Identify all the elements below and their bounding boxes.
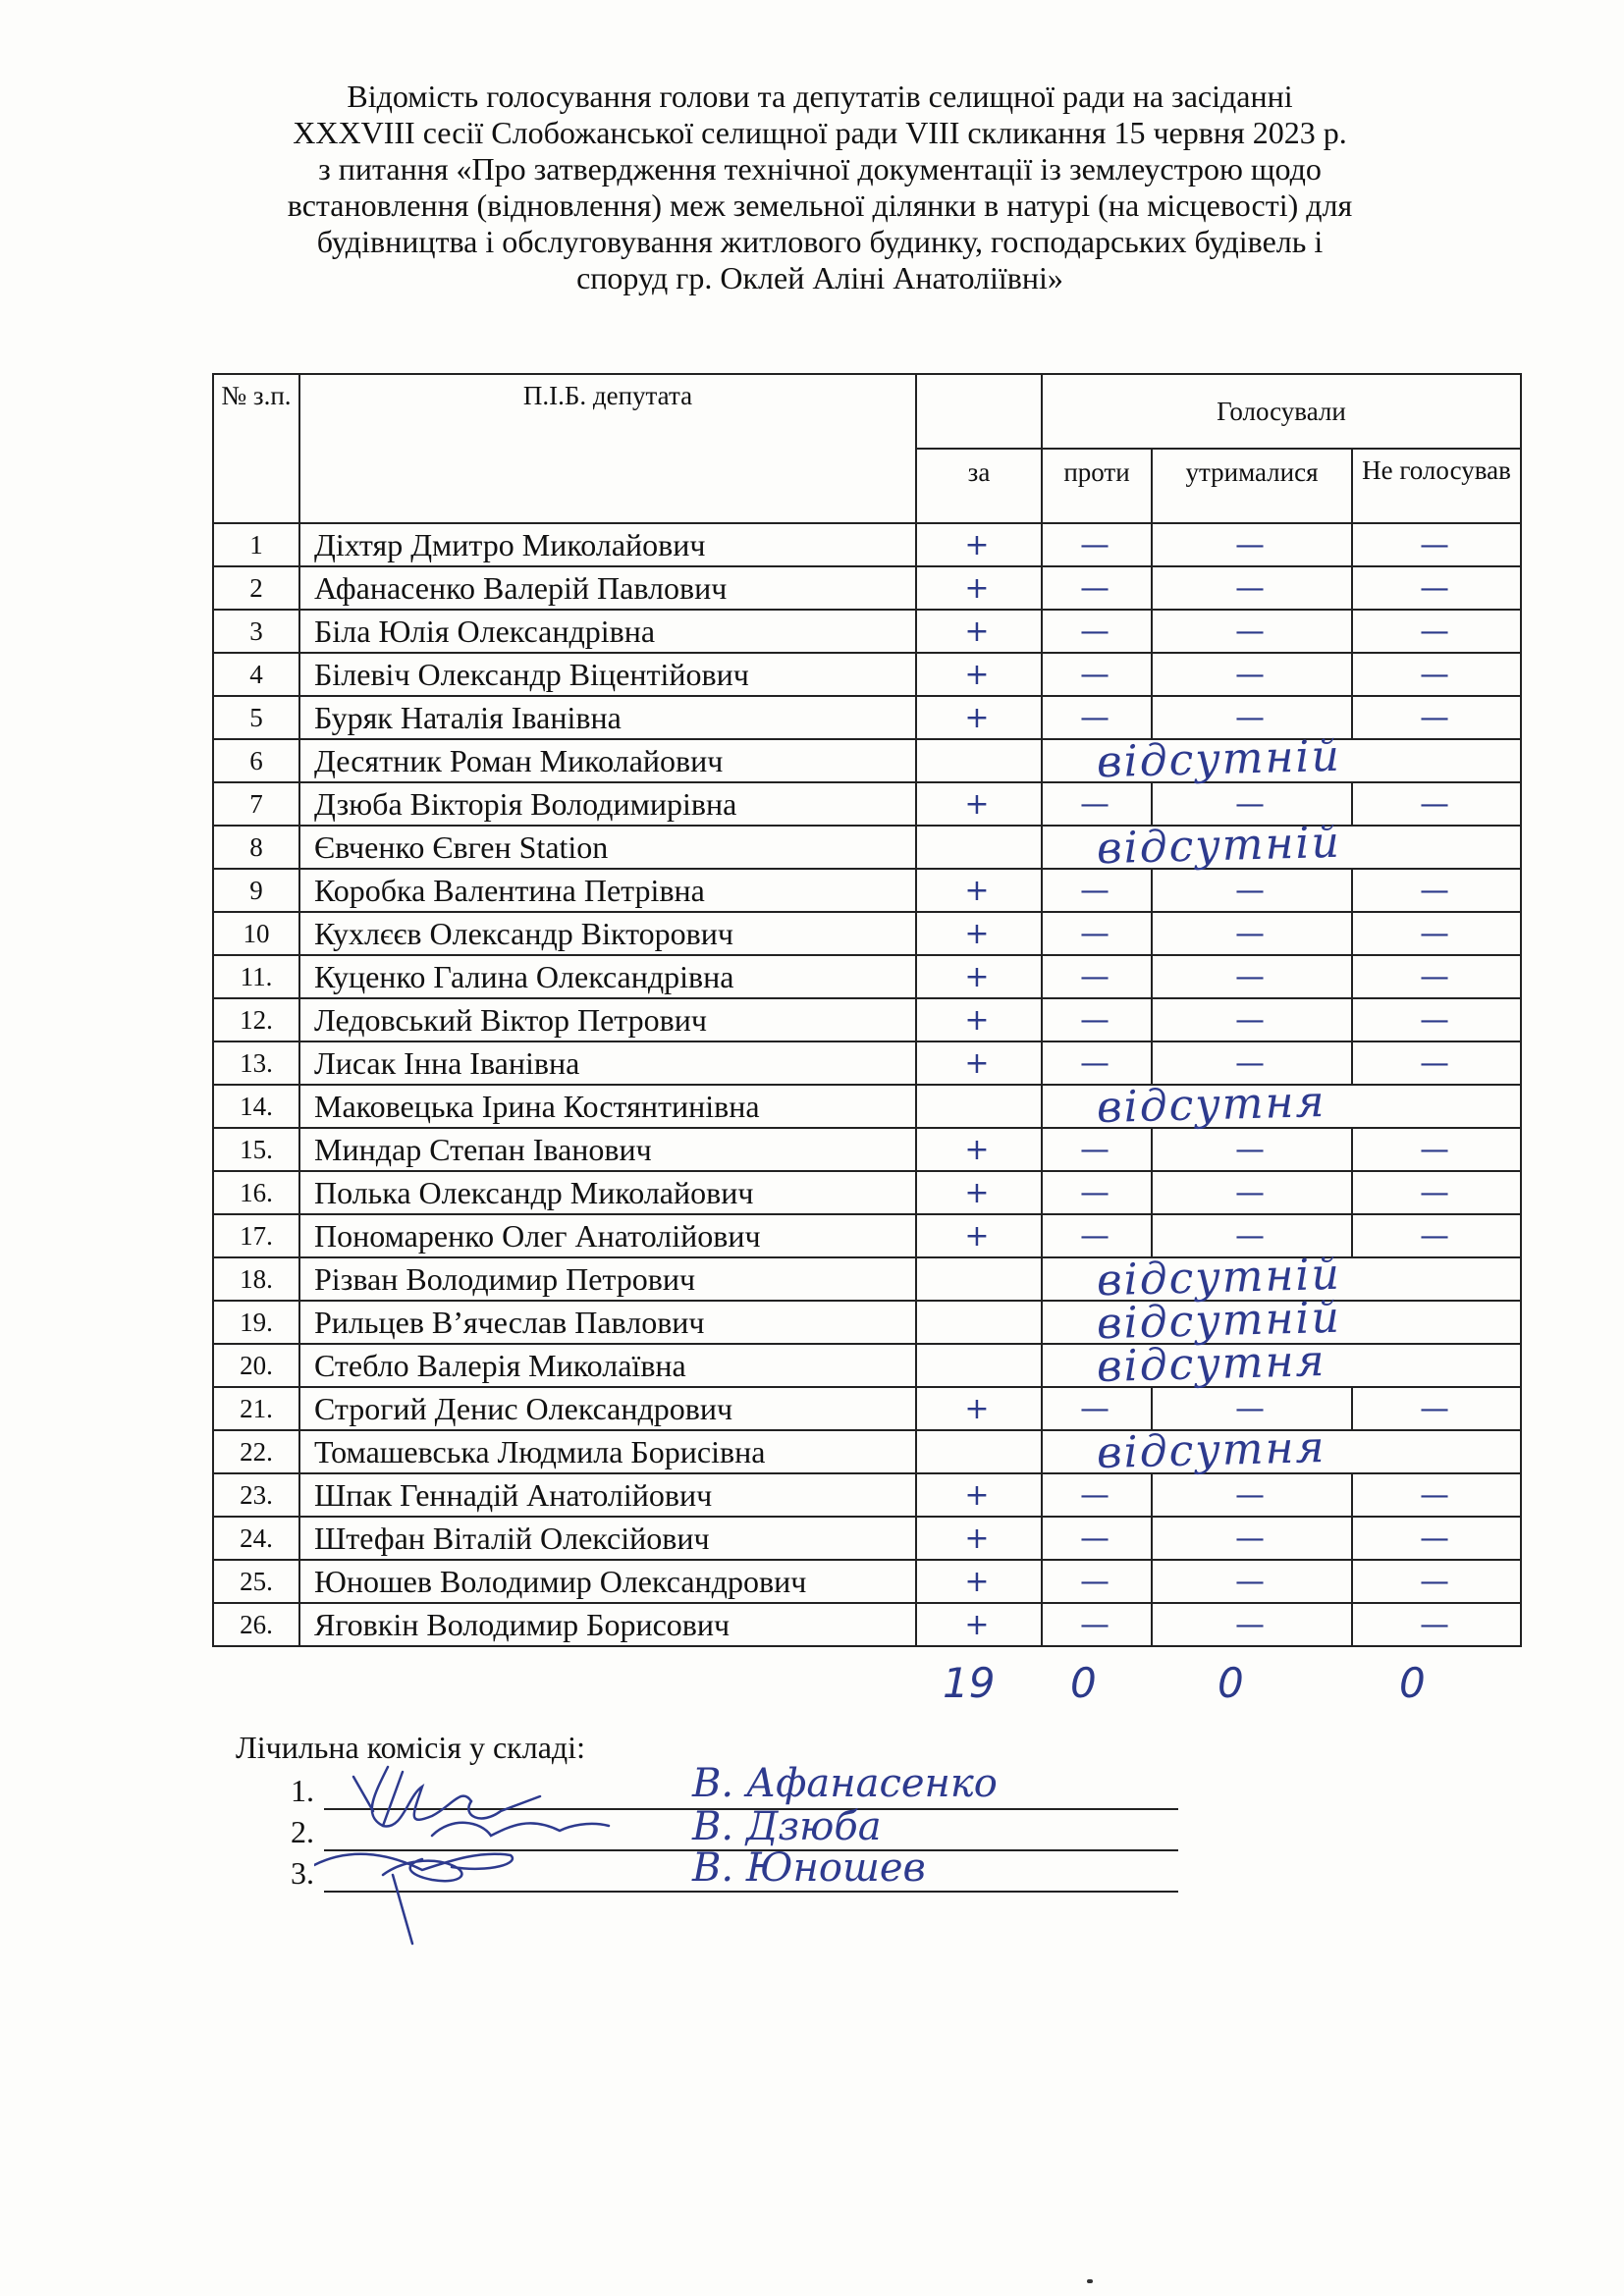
- header-blank: [916, 374, 1042, 449]
- header-no: № з.п.: [213, 374, 299, 523]
- deputy-name: Стебло Валерія Миколаївна: [299, 1344, 916, 1387]
- vote-for: +: [916, 1560, 1042, 1603]
- deputy-name: Штефан Віталій Олексійович: [299, 1517, 916, 1560]
- vote-not-voted: —: [1352, 912, 1521, 955]
- vote-against: —: [1042, 653, 1152, 696]
- vote-against: —: [1042, 782, 1152, 826]
- vote-for: +: [916, 1603, 1042, 1646]
- header-row: [213, 374, 1521, 449]
- header-voted: Голосували: [1042, 374, 1521, 449]
- table-row: [213, 1344, 1521, 1387]
- header-against: проти: [1042, 449, 1152, 523]
- table-row: [213, 1603, 1521, 1646]
- total-not-voted: 0: [1399, 1659, 1426, 1707]
- deputy-name: Юношев Володимир Олександрович: [299, 1560, 916, 1603]
- absent-handwritten: відсутня: [1096, 1335, 1327, 1393]
- absent-mark: [1042, 1335, 1521, 1393]
- vote-abstained: —: [1152, 523, 1352, 566]
- vote-against: —: [1042, 1041, 1152, 1085]
- table-row: [213, 912, 1521, 955]
- vote-against: —: [1042, 1171, 1152, 1214]
- vote-not-voted: —: [1352, 869, 1521, 912]
- vote-for: +: [916, 566, 1042, 610]
- vote-not-voted: —: [1352, 955, 1521, 998]
- table-row: [213, 1430, 1521, 1473]
- vote-abstained: —: [1152, 1560, 1352, 1603]
- vote-not-voted: —: [1352, 998, 1521, 1041]
- vote-abstained: —: [1152, 1387, 1352, 1430]
- vote-for: +: [916, 1387, 1042, 1430]
- deputy-name: Пономаренко Олег Анатолійович: [299, 1214, 916, 1257]
- vote-for: +: [916, 998, 1042, 1041]
- table-row: [213, 1128, 1521, 1171]
- vote-against: —: [1042, 696, 1152, 739]
- vote-against: —: [1042, 1603, 1152, 1646]
- row-number: 5: [213, 696, 299, 739]
- row-number: 12.: [213, 998, 299, 1041]
- deputy-name: Полька Олександр Миколайович: [299, 1171, 916, 1214]
- deputy-name: Десятник Роман Миколайович: [299, 739, 916, 782]
- vote-not-voted: —: [1352, 1560, 1521, 1603]
- vote-abstained: —: [1152, 1171, 1352, 1214]
- title-line: встановлення (відновлення) меж земельної ділянки в натурі (на місцевості) для: [287, 187, 1353, 223]
- vote-not-voted: —: [1352, 523, 1521, 566]
- vote-for: +: [916, 912, 1042, 955]
- vote-against: —: [1042, 523, 1152, 566]
- vote-not-voted: —: [1352, 1214, 1521, 1257]
- vote-not-voted: —: [1352, 610, 1521, 653]
- vote-abstained: —: [1152, 1517, 1352, 1560]
- table-row: [213, 1517, 1521, 1560]
- vote-for: +: [916, 653, 1042, 696]
- commission-member-no: 1.: [291, 1773, 314, 1808]
- vote-for: [916, 1085, 1042, 1128]
- deputy-name: Ледовський Віктор Петрович: [299, 998, 916, 1041]
- vote-for: [916, 1344, 1042, 1387]
- deputy-name: Рильцев В’ячеслав Павлович: [299, 1301, 916, 1344]
- header-name: П.І.Б. депутата: [299, 374, 916, 523]
- vote-abstained: —: [1152, 998, 1352, 1041]
- vote-abstained: —: [1152, 782, 1352, 826]
- voting-table: [212, 373, 1522, 1647]
- scan-speck: [1087, 2279, 1093, 2283]
- vote-abstained: —: [1152, 653, 1352, 696]
- table-row: [213, 653, 1521, 696]
- deputy-name: Діхтяр Дмитро Миколайович: [299, 523, 916, 566]
- vote-not-voted: —: [1352, 1603, 1521, 1646]
- row-number: 16.: [213, 1171, 299, 1214]
- vote-not-voted: —: [1352, 1517, 1521, 1560]
- vote-not-voted: —: [1352, 1473, 1521, 1517]
- vote-for: [916, 1430, 1042, 1473]
- vote-for: +: [916, 696, 1042, 739]
- vote-for: +: [916, 869, 1042, 912]
- table-row: [213, 869, 1521, 912]
- table-row: [213, 1085, 1521, 1128]
- deputy-name: Різван Володимир Петрович: [299, 1257, 916, 1301]
- row-number: 7: [213, 782, 299, 826]
- title-line: споруд гр. Оклей Аліні Анатоліївні»: [576, 260, 1063, 295]
- row-number: 17.: [213, 1214, 299, 1257]
- vote-abstained: —: [1152, 1473, 1352, 1517]
- vote-not-voted: —: [1352, 696, 1521, 739]
- row-number: 10: [213, 912, 299, 955]
- row-number: 18.: [213, 1257, 299, 1301]
- deputy-name: Біла Юлія Олександрівна: [299, 610, 916, 653]
- row-number: 2: [213, 566, 299, 610]
- deputy-name: Євченко Євген Station: [299, 826, 916, 869]
- total-for: 19: [943, 1659, 996, 1707]
- deputy-name: Миндар Степан Іванович: [299, 1128, 916, 1171]
- title-line: з питання «Про затвердження технічної документації із землеустрою щодо: [318, 151, 1322, 187]
- document-title: [187, 79, 1453, 296]
- vote-for: +: [916, 1171, 1042, 1214]
- deputy-name: Яговкін Володимир Борисович: [299, 1603, 916, 1646]
- title-line: Відомість голосування голови та депутатів селищної ради на засіданні: [347, 79, 1293, 114]
- absent-handwritten: відсутній: [1096, 730, 1342, 788]
- row-number: 20.: [213, 1344, 299, 1387]
- row-number: 6: [213, 739, 299, 782]
- vote-abstained: —: [1152, 1128, 1352, 1171]
- absent-mark: [1042, 1421, 1521, 1479]
- vote-against: —: [1042, 1517, 1152, 1560]
- row-number: 1: [213, 523, 299, 566]
- vote-against: —: [1042, 869, 1152, 912]
- vote-against: —: [1042, 955, 1152, 998]
- row-number: 21.: [213, 1387, 299, 1430]
- deputy-name: Кухлєєв Олександр Вікторович: [299, 912, 916, 955]
- row-number: 23.: [213, 1473, 299, 1517]
- deputy-name: Маковецька Ірина Костянтинівна: [299, 1085, 916, 1128]
- absent-handwritten: відсутня: [1096, 1421, 1327, 1479]
- deputy-name: Лисак Інна Іванівна: [299, 1041, 916, 1085]
- table-row: [213, 998, 1521, 1041]
- row-number: 15.: [213, 1128, 299, 1171]
- vote-not-voted: —: [1352, 1387, 1521, 1430]
- vote-not-voted: —: [1352, 782, 1521, 826]
- deputy-name: Шпак Геннадій Анатолійович: [299, 1473, 916, 1517]
- deputy-name: Афанасенко Валерій Павлович: [299, 566, 916, 610]
- row-number: 26.: [213, 1603, 299, 1646]
- vote-against: —: [1042, 610, 1152, 653]
- row-number: 24.: [213, 1517, 299, 1560]
- vote-against: —: [1042, 912, 1152, 955]
- vote-for: +: [916, 955, 1042, 998]
- vote-against: —: [1042, 1560, 1152, 1603]
- table-row: [213, 610, 1521, 653]
- table-row: [213, 955, 1521, 998]
- vote-not-voted: —: [1352, 566, 1521, 610]
- deputy-name: Білевіч Олександр Віцентійович: [299, 653, 916, 696]
- absent-mark: [1042, 1076, 1521, 1134]
- vote-for: +: [916, 1214, 1042, 1257]
- vote-for: [916, 739, 1042, 782]
- vote-for: +: [916, 523, 1042, 566]
- vote-abstained: —: [1152, 955, 1352, 998]
- vote-for: +: [916, 1041, 1042, 1085]
- commission-member-no: 2.: [291, 1814, 314, 1849]
- row-number: 14.: [213, 1085, 299, 1128]
- header-abstained: утрималися: [1152, 449, 1352, 523]
- absent-handwritten: відсутній: [1096, 1292, 1342, 1350]
- vote-not-voted: —: [1352, 1128, 1521, 1171]
- vote-abstained: —: [1152, 1603, 1352, 1646]
- vote-abstained: —: [1152, 869, 1352, 912]
- row-number: 19.: [213, 1301, 299, 1344]
- commission-member-name: В. Дзюба: [692, 1804, 882, 1849]
- deputy-name: Куценко Галина Олександрівна: [299, 955, 916, 998]
- row-number: 3: [213, 610, 299, 653]
- vote-for: [916, 1301, 1042, 1344]
- header-not-voted: Не голосував: [1352, 449, 1521, 523]
- commission-member-name: В. Юношев: [692, 1845, 926, 1891]
- vote-against: —: [1042, 1387, 1152, 1430]
- commission-member-name: В. Афанасенко: [692, 1761, 998, 1806]
- vote-not-voted: —: [1352, 1171, 1521, 1214]
- deputy-name: Дзюба Вікторія Володимирівна: [299, 782, 916, 826]
- vote-abstained: —: [1152, 1214, 1352, 1257]
- vote-for: [916, 1257, 1042, 1301]
- table-row: [213, 523, 1521, 566]
- commission-member-no: 3.: [291, 1855, 314, 1891]
- vote-against: —: [1042, 1473, 1152, 1517]
- deputy-name: Томашевська Людмила Борисівна: [299, 1430, 916, 1473]
- handwritten-signatures: [314, 1757, 668, 1953]
- row-number: 22.: [213, 1430, 299, 1473]
- vote-against: —: [1042, 566, 1152, 610]
- row-number: 13.: [213, 1041, 299, 1085]
- vote-abstained: —: [1152, 610, 1352, 653]
- absent-mark: [1042, 817, 1521, 875]
- table-row: [213, 1560, 1521, 1603]
- row-number: 11.: [213, 955, 299, 998]
- table-row: [213, 1171, 1521, 1214]
- header-for: за: [916, 449, 1042, 523]
- title-line: будівництва і обслуговування житлового будинку, господарських будівель і: [316, 224, 1324, 259]
- row-number: 8: [213, 826, 299, 869]
- deputy-name: Строгий Денис Олександрович: [299, 1387, 916, 1430]
- vote-against: —: [1042, 1214, 1152, 1257]
- vote-for: +: [916, 1517, 1042, 1560]
- vote-for: [916, 826, 1042, 869]
- vote-abstained: —: [1152, 1041, 1352, 1085]
- absent-handwritten: відсутній: [1096, 817, 1342, 875]
- table-row: [213, 826, 1521, 869]
- vote-for: +: [916, 782, 1042, 826]
- table-row: [213, 566, 1521, 610]
- row-number: 9: [213, 869, 299, 912]
- row-number: 4: [213, 653, 299, 696]
- deputy-name: Буряк Наталія Іванівна: [299, 696, 916, 739]
- vote-for: +: [916, 610, 1042, 653]
- vote-not-voted: —: [1352, 653, 1521, 696]
- vote-abstained: —: [1152, 912, 1352, 955]
- total-abstained: 0: [1218, 1659, 1244, 1707]
- table-row: [213, 739, 1521, 782]
- title-line: XXXVIII сесії Слобожанської селищної ради VIII скликання 15 червня 2023 р.: [293, 115, 1347, 150]
- total-against: 0: [1070, 1659, 1097, 1707]
- row-number: 25.: [213, 1560, 299, 1603]
- vote-abstained: —: [1152, 566, 1352, 610]
- vote-against: —: [1042, 1128, 1152, 1171]
- deputy-name: Коробка Валентина Петрівна: [299, 869, 916, 912]
- commission-label: Лічильна комісія у складі:: [236, 1730, 585, 1765]
- vote-for: +: [916, 1128, 1042, 1171]
- vote-against: —: [1042, 998, 1152, 1041]
- absent-handwritten: відсутня: [1096, 1076, 1327, 1134]
- vote-not-voted: —: [1352, 1041, 1521, 1085]
- absent-mark: [1042, 730, 1521, 788]
- vote-abstained: —: [1152, 696, 1352, 739]
- absent-handwritten: відсутній: [1096, 1249, 1342, 1307]
- vote-for: +: [916, 1473, 1042, 1517]
- table-row: [213, 1473, 1521, 1517]
